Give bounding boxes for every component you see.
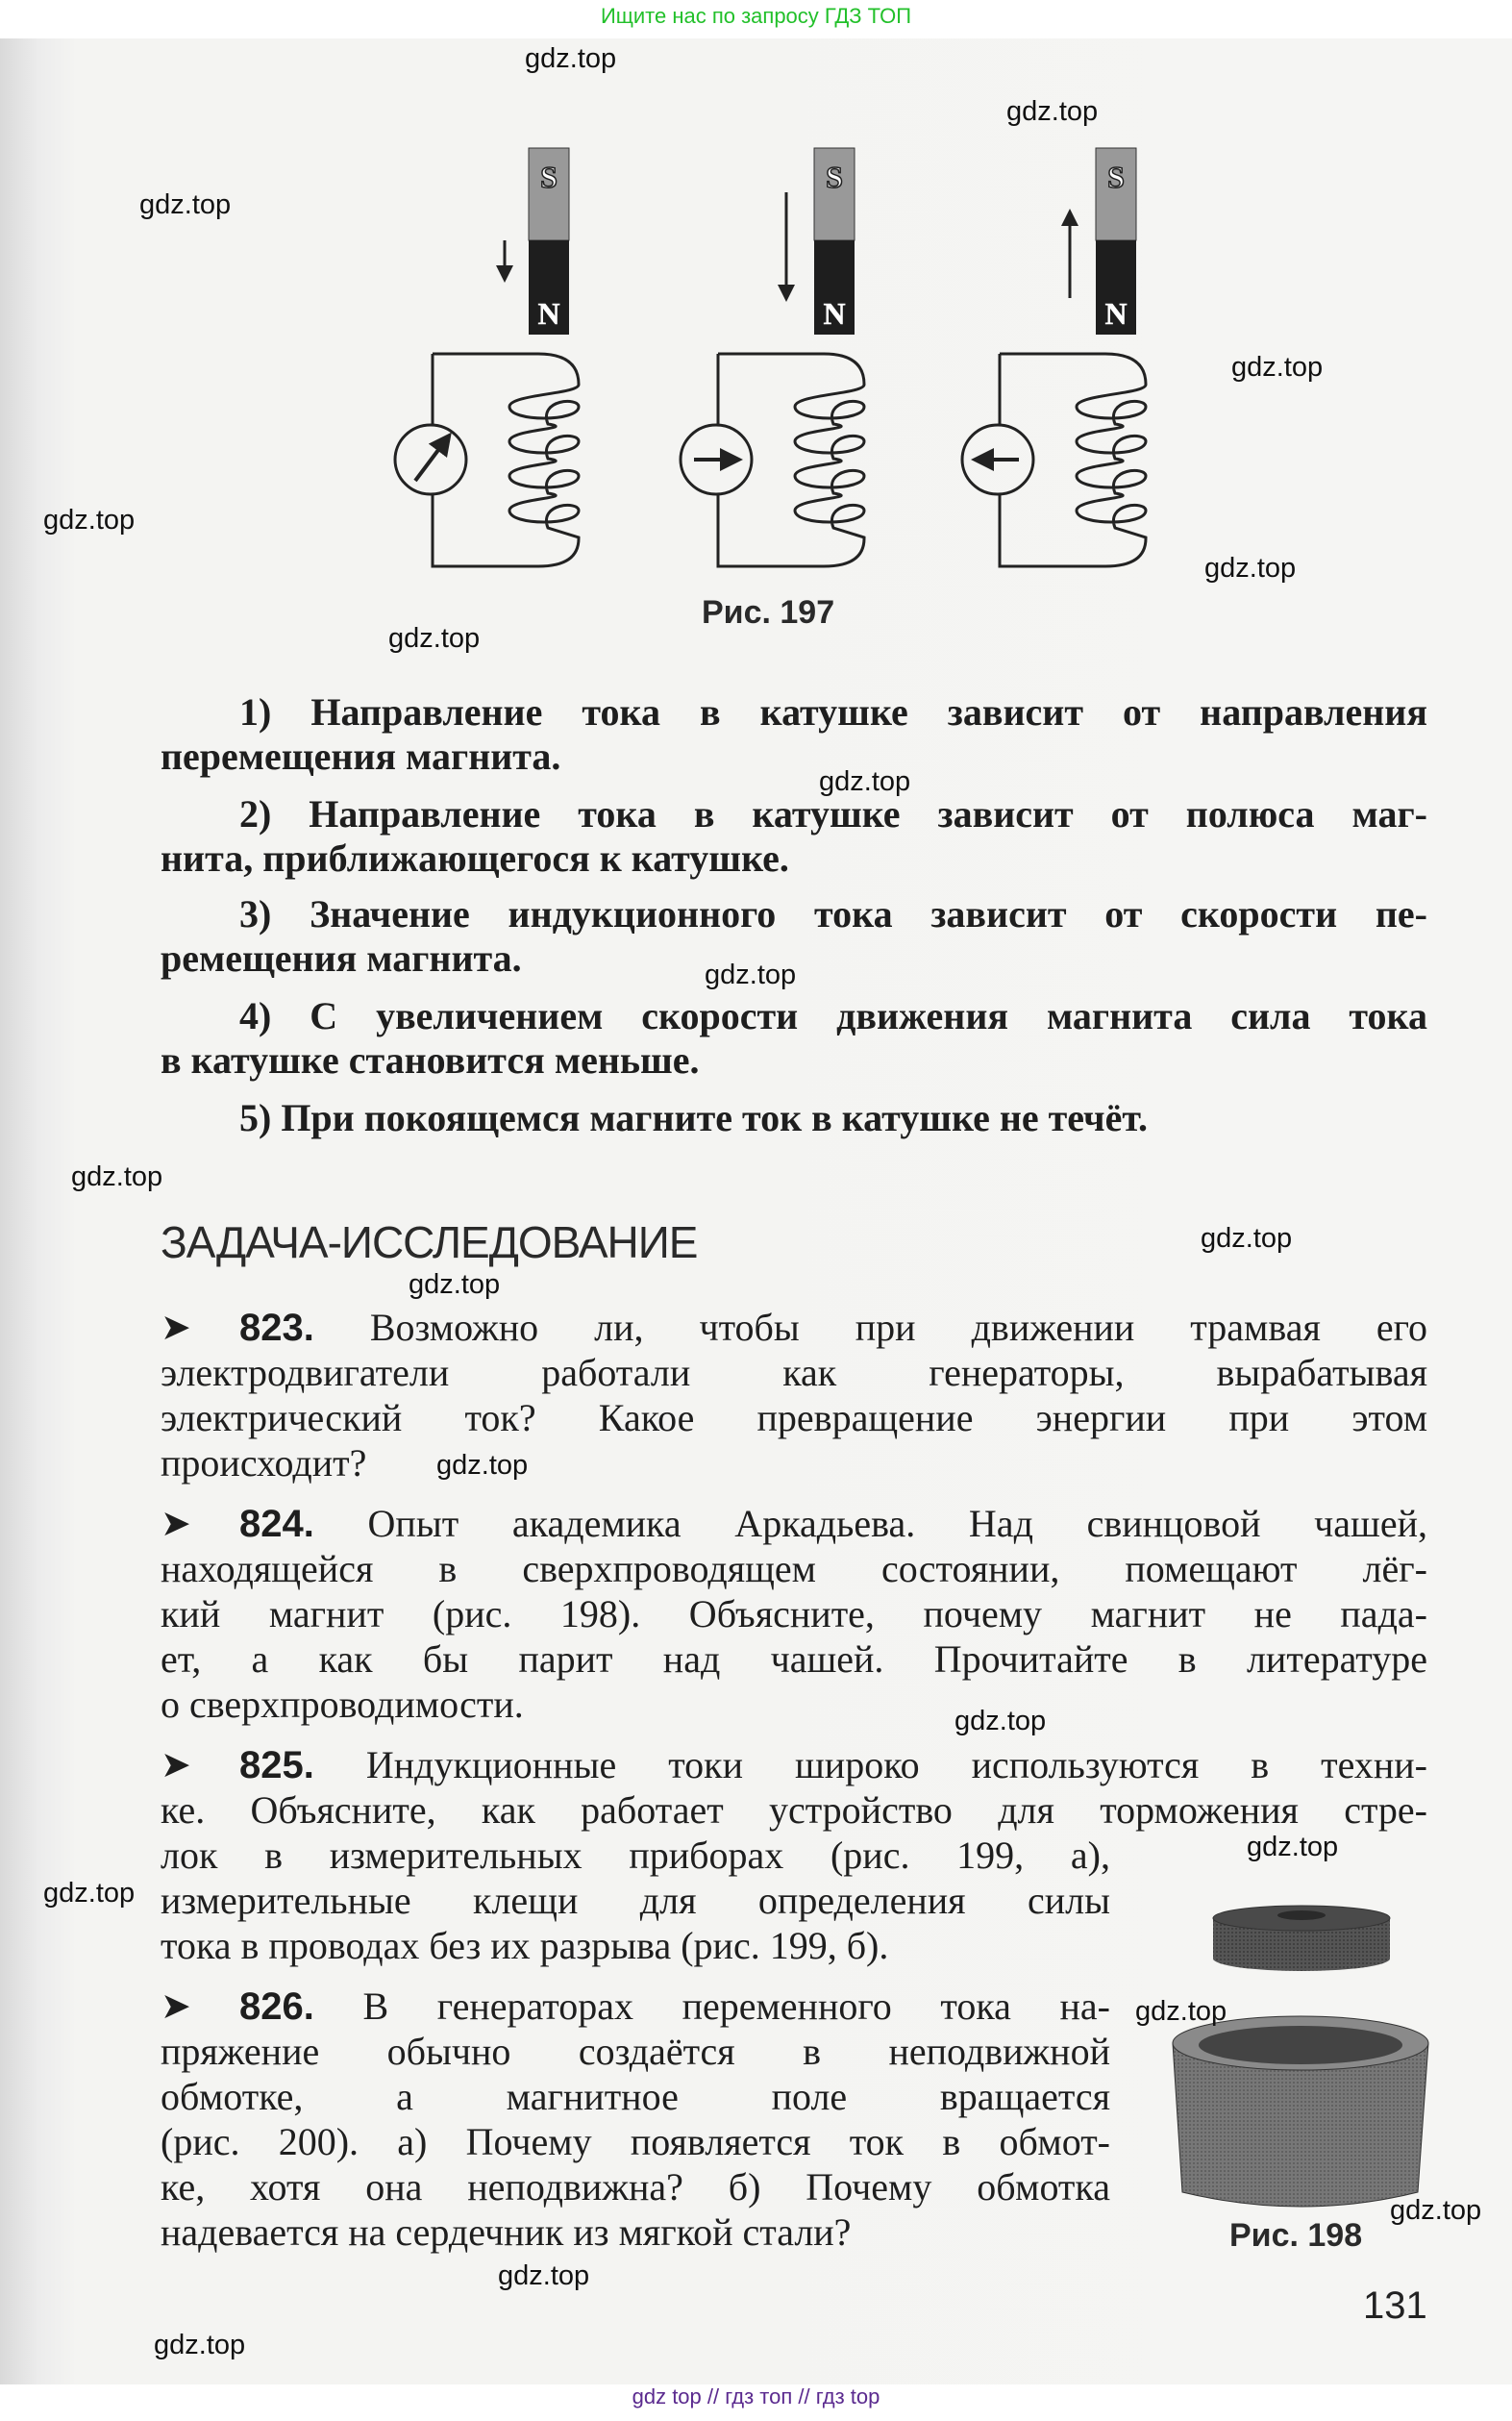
watermark: gdz.top — [436, 1450, 529, 1481]
problem-line: электрический ток? Какое превращение энергии при этом — [161, 1396, 1427, 1439]
watermark: gdz.top — [1390, 2195, 1482, 2226]
statement-line: нита, приближающегося к катушке. — [161, 836, 789, 880]
page-number: 131 — [1363, 2284, 1427, 2327]
svg-text:N: N — [1104, 296, 1128, 331]
svg-text:N: N — [823, 296, 846, 331]
svg-text:S: S — [540, 160, 558, 194]
section-heading: ЗАДАЧА-ИССЛЕДОВАНИЕ — [161, 1217, 698, 1267]
figure-198 — [1173, 1906, 1428, 2207]
problem-line: (рис. 200). а) Почему появляется ток в обмот- — [161, 2120, 1110, 2163]
problem-line: измерительные клещи для определения силы — [161, 1879, 1110, 1922]
circuit-3 — [962, 148, 1146, 566]
problem-line — [239, 1984, 1110, 2029]
figure-198-caption: Рис. 198 — [1229, 2217, 1363, 2254]
problem-line: обмотке, а магнитное поле вращается — [161, 2075, 1110, 2118]
watermark: gdz.top — [498, 2260, 590, 2291]
statement-line: 4) С увеличением скорости движения магнита сила тока — [239, 994, 1427, 1037]
problem-number: 826. — [239, 1985, 314, 2028]
problem-line: ке. Объясните, как работает устройство для торможения стре- — [161, 1788, 1427, 1832]
problem-number: 823. — [239, 1307, 314, 1349]
svg-text:S: S — [1107, 160, 1125, 194]
problem-line: кий магнит (рис. 198). Объясните, почему магнит не пада- — [161, 1592, 1427, 1635]
problem-line — [239, 1502, 1427, 1546]
statement-line: перемещения магнита. — [161, 735, 561, 778]
svg-text:S: S — [826, 160, 843, 194]
statement-line: 1) Направление тока в катушке зависит от направления — [239, 690, 1427, 734]
task-marker-icon: ➤ — [161, 1504, 191, 1544]
watermark: gdz.top — [1204, 553, 1297, 584]
watermark: gdz.top — [1135, 1996, 1227, 2027]
watermark: gdz.top — [388, 623, 481, 654]
watermark: gdz.top — [705, 960, 797, 990]
statement-line: 2) Направление тока в катушке зависит от полюса маг- — [239, 792, 1427, 836]
watermark: gdz.top — [43, 1878, 136, 1909]
watermark: gdz.top — [409, 1269, 501, 1300]
problem-line: электродвигатели работали как генераторы, вырабатывая — [161, 1351, 1427, 1394]
problem-number: 825. — [239, 1744, 314, 1786]
watermark: gdz.top — [43, 505, 136, 536]
watermark: gdz.top — [71, 1161, 163, 1192]
problem-line: ке, хотя она неподвижна? б) Почему обмотка — [161, 2165, 1110, 2209]
watermark: gdz.top — [139, 189, 232, 220]
circuit-2 — [681, 148, 864, 566]
statement-line: 5) При покоящемся магните ток в катушке не течёт. — [239, 1096, 1148, 1139]
task-marker-icon: ➤ — [161, 1308, 191, 1348]
task-marker-icon: ➤ — [161, 1745, 191, 1785]
watermark: gdz.top — [1231, 352, 1324, 383]
watermark: gdz.top — [819, 766, 911, 797]
statement-line: в катушке становится меньше. — [161, 1038, 700, 1082]
site-banner-top[interactable]: Ищите нас по запросу ГДЗ ТОП — [600, 4, 912, 28]
watermark: gdz.top — [1201, 1223, 1293, 1254]
problem-line: надевается на сердечник из мягкой стали? — [161, 2210, 852, 2254]
svg-text:N: N — [537, 296, 560, 331]
problem-line — [239, 1743, 1427, 1787]
watermark: gdz.top — [1247, 1832, 1339, 1862]
problem-line: о сверхпроводимости. — [161, 1683, 524, 1726]
task-marker-icon: ➤ — [161, 1986, 191, 2027]
problem-text: Индукционные токи широко используются в техни- — [365, 1743, 1427, 1786]
problem-line: лок в измерительных приборах (рис. 199, а), — [161, 1834, 1110, 1877]
problem-number: 824. — [239, 1503, 314, 1545]
statement-line: 3) Значение индукционного тока зависит от скорости пе- — [239, 892, 1427, 936]
watermark: gdz.top — [154, 2330, 246, 2360]
watermark: gdz.top — [954, 1706, 1047, 1736]
circuit-1 — [395, 148, 579, 566]
problem-text: Возможно ли, чтобы при движении трамвая его — [369, 1306, 1428, 1349]
figure-197-caption: Рис. 197 — [702, 594, 835, 631]
problem-line: происходит? — [161, 1441, 367, 1485]
problem-line — [239, 1306, 1427, 1350]
watermark: gdz.top — [1006, 96, 1099, 127]
problem-line: тока в проводах без их разрыва (рис. 199, б). — [161, 1924, 889, 1967]
problem-line: пряжение обычно создаётся в неподвижной — [161, 2030, 1110, 2073]
problem-text: В генераторах переменного тока на- — [362, 1984, 1110, 2028]
problem-text: Опыт академика Аркадьева. Над свинцовой чашей, — [367, 1502, 1427, 1545]
site-banner-bottom[interactable]: gdz top // гдз топ // гдз top — [632, 2384, 880, 2409]
statement-line: ремещения магнита. — [161, 936, 522, 980]
problem-line: находящейся в сверхпроводящем состоянии, помещают лёг- — [161, 1547, 1427, 1590]
watermark: gdz.top — [525, 43, 617, 74]
problem-line: ет, а как бы парит над чашей. Прочитайте в литературе — [161, 1637, 1427, 1681]
